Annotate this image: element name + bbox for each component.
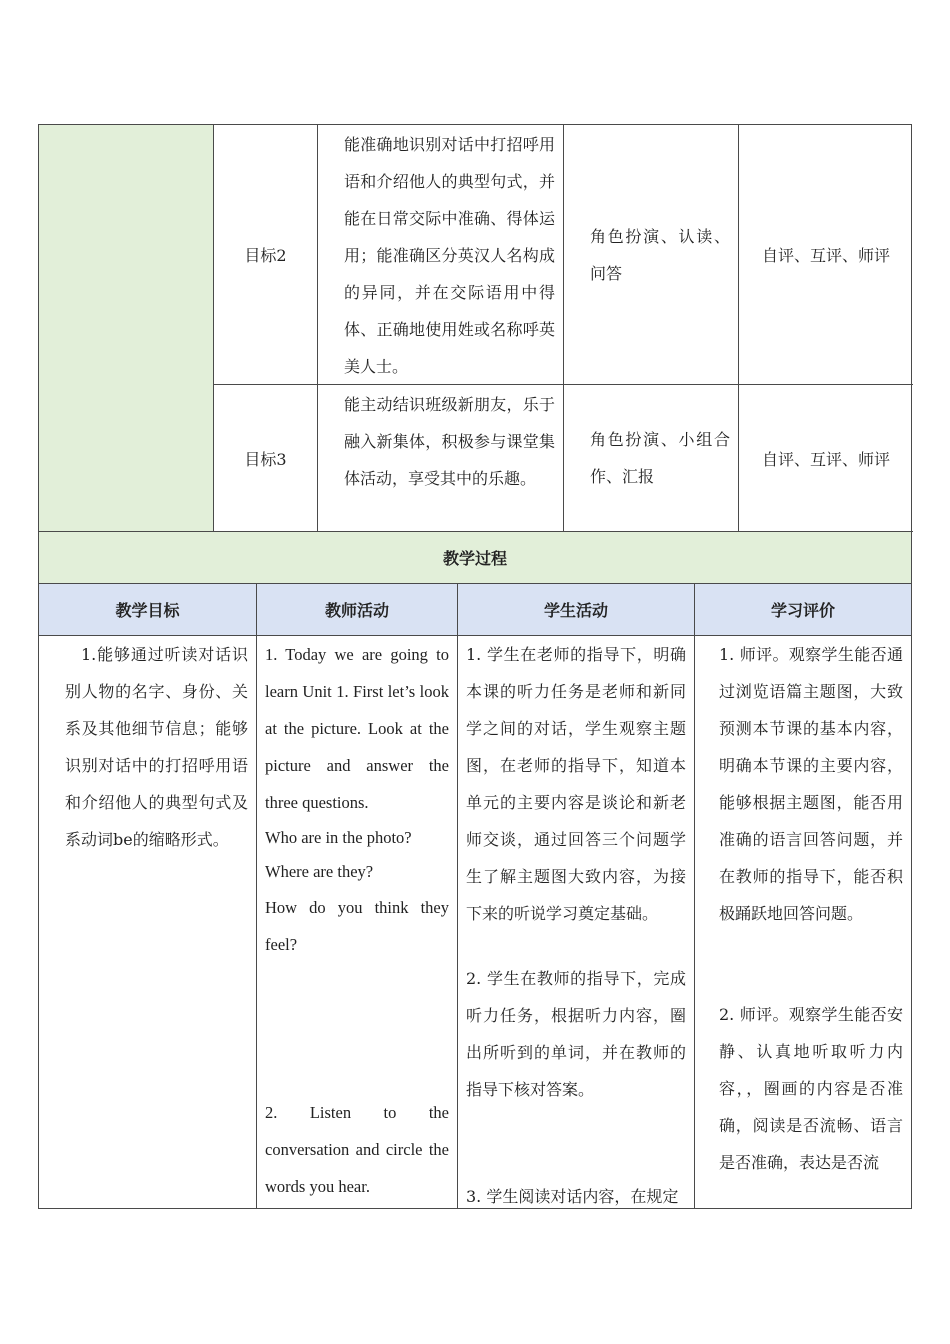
teacher-activity-cell xyxy=(257,636,458,1208)
goal-2-evaluation: 自评、互评、师评 xyxy=(739,125,913,385)
student-activity-cell xyxy=(458,636,695,1208)
evaluation-item-1: 1. 师评。观察学生能否通过浏览语篇主题图，大致预测本节课的基本内容，明确本节课的主要内容，能够根据主题图，能否用准确的语言回答问题，并在教师的指导下，能否积极踊跃地回答问题。 xyxy=(719,645,903,923)
goal-cell: 1.能够通过听读对话识别人物的名字、身份、关系及其他细节信息；能够识别对话中的打招呼用语和介绍他人的典型句式及系动词be的缩略形式。 xyxy=(39,636,257,1208)
goals-label-column xyxy=(39,125,214,532)
teacher-question-2: Where are they? xyxy=(265,862,374,881)
student-item-2: 2. 学生在教师的指导下，完成听力任务，根据听力内容，圈出所听到的单词，并在教师的指导下核对答案。 xyxy=(466,969,686,1099)
goal-3-label: 目标3 xyxy=(214,385,318,532)
process-table xyxy=(38,531,912,1209)
student-item-3: 3. 学生阅读对话内容，在规定 xyxy=(466,1187,679,1206)
goal-2-activity: 角色扮演、认读、问答 xyxy=(564,125,739,385)
goal-3-description: 能主动结识班级新朋友，乐于融入新集体，积极参与课堂集体活动，享受其中的乐趣。 xyxy=(318,385,564,532)
student-item-1: 1. 学生在老师的指导下，明确本课的听力任务是老师和新同学之间的对话，学生观察主题图，在老师的指导下，知道本单元的主要内容是谈论和新老师交谈，通过回答三个问题学生了解主题图大致内容，为接下来的听说学习奠定基础。 xyxy=(466,645,686,923)
goal-2-description: 能准确地识别对话中打招呼用语和介绍他人的典型句式，并能在日常交际中准确、得体运用；能准确区分英汉人名构成的异同，并在交际语用中得体、正确地使用姓或名称呼英美人士。 xyxy=(318,125,564,385)
header-evaluation: 学习评价 xyxy=(695,584,911,636)
header-teacher-activity: 教师活动 xyxy=(257,584,458,636)
teacher-item-1: 1. Today we are going to learn Unit 1. First let’s look at the picture. Look at the picture and answer the three questions. xyxy=(265,645,449,812)
goals-table xyxy=(38,124,912,532)
header-student-activity: 学生活动 xyxy=(458,584,695,636)
evaluation-cell xyxy=(695,636,911,1208)
goal-3-activity: 角色扮演、小组合作、汇报 xyxy=(564,385,739,532)
teacher-question-3: How do you think they feel? xyxy=(265,898,449,954)
evaluation-item-2: 2. 师评。观察学生能否安静、认真地听取听力内容，，圈画的内容是否准确，阅读是否流畅、语言是否准确，表达是否流 xyxy=(719,1005,903,1172)
goal-2-label: 目标2 xyxy=(214,125,318,385)
goal-3-evaluation: 自评、互评、师评 xyxy=(739,385,913,532)
teacher-question-1: Who are in the photo? xyxy=(265,828,412,847)
process-title: 教学过程 xyxy=(39,532,911,584)
teacher-item-2: 2. Listen to the conversation and circle the words you hear. xyxy=(265,1103,449,1196)
header-goal: 教学目标 xyxy=(39,584,257,636)
